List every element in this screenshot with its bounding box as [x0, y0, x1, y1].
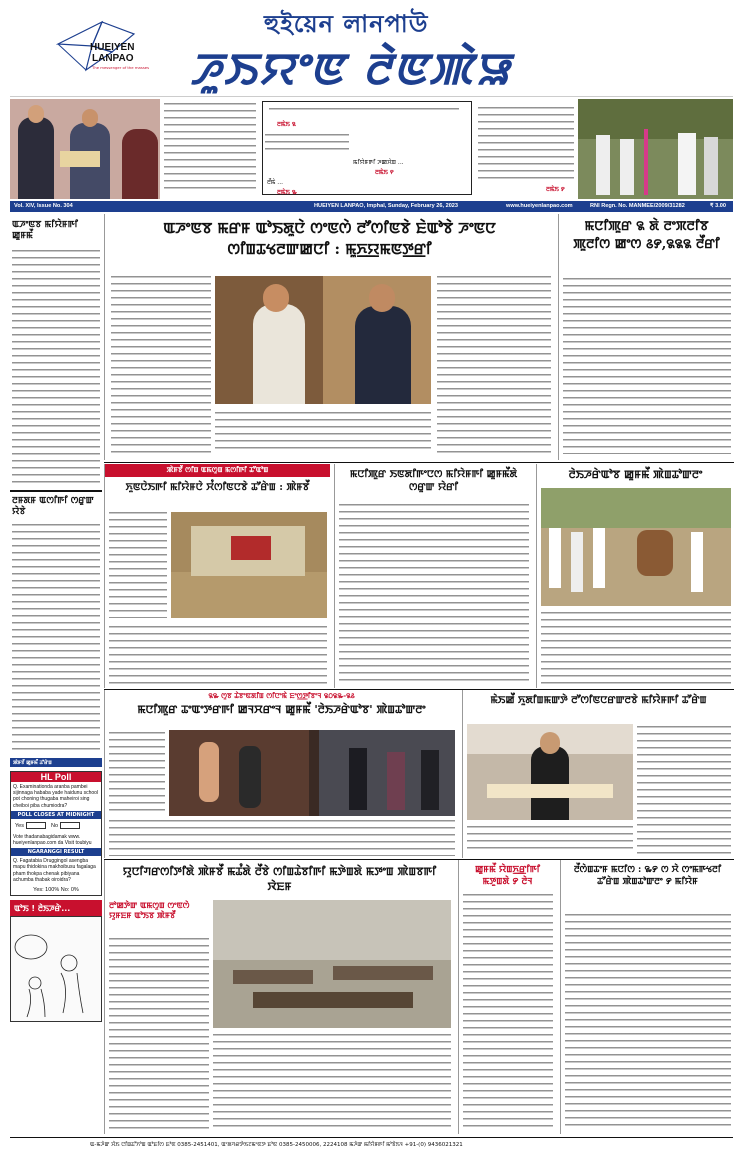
- festival-kicker: ꯲꯳ ꯁꯨꯕ ꯊꯥꯕꯦꯟꯗꯤꯡ ꯁꯤꯅꯦꯃꯥ ꯐꯦꯁ꯭ꯇꯤꯕꯦꯜ ꯲꯰꯲꯳-꯲꯴: [208, 692, 355, 700]
- logo-name-2: LANPAO: [92, 53, 134, 64]
- mid-center-story: [334, 464, 532, 688]
- poll-no-label: No: [51, 822, 59, 829]
- teaser-page-ref: ꯂꯃꯥꯏ ꯲: [277, 121, 296, 128]
- teaser-page-ref-2: ꯂꯃꯥꯏ ꯵: [375, 169, 394, 176]
- festival-headline: ꯃꯅꯤꯄꯨꯔ ꯊꯦꯑꯦꯇꯔꯒꯤ ꯀꯜꯆꯔꯦꯜ ꯀꯨꯝꯃꯩ 'ꯂꯥꯏꯍꯔꯥꯑꯣꯕ' ꯄꯥꯡꯊꯣꯛꯂꯦ: [137, 703, 426, 716]
- bottom-main-story: [104, 860, 454, 1134]
- poll-title: HL Poll: [11, 772, 101, 782]
- poll-result: Yes: 100% No: 0%: [33, 887, 79, 894]
- red-banner: ꯄꯥꯝꯕꯩ ꯀꯨꯝꯃꯩ ꯊꯧꯔꯥꯡ: [10, 758, 102, 767]
- main-story: [104, 214, 554, 460]
- poll-yes-box[interactable]: [26, 822, 46, 829]
- top-strip: [10, 96, 733, 200]
- main-photo: [215, 276, 431, 404]
- teaser-page-ref-3: ꯂꯃꯥꯏ ꯳: [277, 189, 297, 196]
- logo-tagline: The messenger of the masses: [92, 65, 150, 70]
- bottom-right-headline: ꯂꯩꯁꯥꯡꯊꯦꯝ ꯃꯅꯤꯁ : ꯳꯸ ꯁ ꯆꯥ ꯁꯦꯃꯒꯠꯂꯤ ꯊꯧꯔꯥꯡ ꯄꯥꯡꯊꯣꯛꯂꯦ ꯸ ꯃꯤꯌꯥꯝ: [573, 865, 722, 887]
- poll-result-head: NGARANGGI RESULT: [11, 848, 101, 856]
- title-meitei: ꯍꯨꯏꯌꯦꯟ ꯂꯥꯟꯄꯥꯎ: [190, 44, 512, 95]
- bottom-center-headline: ꯀꯨꯝꯃꯩ ꯌꯥꯡꯈ꯭ꯔꯤꯒꯤ ꯃꯇꯨꯡꯗꯥ ꯸ ꯂꯥꯜ: [474, 865, 541, 887]
- mid-right2-headline: ꯃꯥꯏꯀꯩ ꯈꯨꯗꯤꯡꯃꯛꯇꯥ ꯂꯧꯁꯤꯟꯅꯔꯛꯂꯕꯥ ꯃꯤꯌꯥꯝꯒꯤ ꯊꯧꯔꯥꯡ: [490, 695, 707, 706]
- bottom-center-story: [458, 860, 556, 1134]
- teaser-text: ꯃꯤꯌꯥꯝꯒꯤ ꯍꯀꯆꯥꯡ ...: [353, 159, 404, 166]
- teaser-text-3: ꯂꯩꯃꯥ ...: [267, 179, 284, 186]
- logo-name: HUEIYEN: [90, 42, 135, 53]
- mid-left-banner: ꯄꯥꯝꯕꯩ ꯁꯤꯡ ꯑꯃꯁꯨꯡ ꯃꯁꯤꯒꯤ ꯊꯧꯑꯣꯡ: [105, 464, 330, 477]
- footer-text: ꯑ-ꯃꯍꯥꯛ ꯆꯥꯏ ꯅꯤꯡꯊꯧꯈꯣꯡ ꯑꯣꯐꯤꯁ ꯐꯣꯟ 0385-2451401, ꯑꯦꯗꯚꯔꯇꯥꯏꯖꯃꯦꯟꯇ ꯐꯣꯟ 0385-2450006, 2224108 ꯃꯍꯥꯛ ꯃꯤꯌꯥꯝꯒꯤ ꯃꯣꯕꯥꯏꯜ +91-(0) 9436021321: [90, 1142, 463, 1148]
- website-link[interactable]: www.hueiyenlanpao.com: [506, 203, 573, 209]
- left-col-headline-1: ꯑꯍꯦꯟꯕ ꯃꯤꯌꯥꯝꯒꯤ ꯀꯨꯝꯃꯩ: [12, 220, 78, 241]
- dateline-text: HUEIYEN LANPAO, Imphal, Sunday, February 26, 2023: [314, 203, 459, 209]
- left-col-headline-2: ꯂꯝꯗꯝ ꯑꯁꯤꯒꯤ ꯁꯔꯨꯛ ꯌꯥꯕꯥ: [12, 496, 94, 517]
- mid-center-headline: ꯃꯅꯤꯄꯨꯔ ꯏꯟꯗꯤꯒꯦꯅꯁ ꯃꯤꯌꯥꯝꯒꯤ ꯀꯨꯝꯃꯩꯗꯥ ꯁꯔꯨꯛ ꯌꯥꯔꯤ: [349, 469, 518, 493]
- rni-number: RNI Regn. No. MANMEE/2009/31282: [590, 203, 685, 209]
- mid-right-photo: [541, 488, 731, 606]
- title-bengali: হুইয়েন লানপাউ: [264, 9, 429, 38]
- poll-question: Q. Examinationda aranba pambei sijinnaga hababa yade haidunu school pot choning thugaba maheiroi sing cheiboi piba chumiodra?: [13, 784, 99, 809]
- mid-left-headline: ꯈꯨꯟꯅꯥꯏꯒꯤ ꯃꯤꯌꯥꯝꯅꯥ ꯆꯪꯁꯤꯟꯅꯕꯥ ꯊꯧꯔꯥꯡ : ꯄꯥꯝꯕꯩ: [125, 482, 310, 493]
- teaser-page-ref-4: ꯂꯃꯥꯏ ꯸: [546, 186, 565, 193]
- bottom-main-headline: ꯌꯨꯅꯤꯚꯔꯁꯤꯇꯤꯗꯥ ꯄꯥꯝꯕꯩ ꯃꯊꯪꯗꯥ ꯂꯩꯕꯥ ꯁꯤꯡꯊꯥꯕꯤꯒꯤ ꯃꯇꯥꯡꯗꯥ ꯃꯇꯦꯡ ꯄꯥꯡꯕꯒꯤ ꯋꯥꯐꯝ: [122, 865, 437, 893]
- festival-story: [104, 690, 458, 858]
- mid-right2-photo: [467, 724, 633, 820]
- left-column: [10, 214, 102, 1134]
- poll-vote-text: Vote thadanabagidamak www. hueiyenlanpao.com da Visit toubiyu: [13, 833, 92, 847]
- mid-right2-story: [462, 690, 734, 858]
- mid-left-photo: [171, 512, 327, 618]
- festival-photo: [169, 730, 455, 816]
- bottom-right-story: [560, 860, 734, 1134]
- price: ₹ 3.00: [710, 203, 727, 209]
- right-top-story: [558, 214, 734, 460]
- poll-closes: POLL CLOSES AT MIDNIGHT: [11, 811, 101, 819]
- hl-poll: [10, 771, 102, 896]
- volume-issue: Vol. XIV, Issue No. 304: [14, 203, 73, 209]
- cartoon: [10, 916, 102, 1022]
- cartoon-headline: ꯑꯣꯏ ! ꯂꯥꯏꯍꯔꯥ...: [10, 900, 102, 916]
- mid-left-story: [104, 464, 330, 688]
- top-right-text: [478, 105, 574, 181]
- mid-right-story: [536, 464, 734, 688]
- poll-result-question: Q. Fagatabia Druggingol asengba mapu thidokina makhoibusu fagalaga pham thokpa chenak pibiyana achumba thabak oiroidra?: [13, 858, 96, 883]
- bottom-main-photo: [213, 900, 451, 1028]
- dateline-bar: [10, 201, 733, 212]
- top-left-photo: [10, 99, 160, 199]
- mid-right-headline: ꯂꯥꯏꯍꯔꯥꯑꯣꯕ ꯀꯨꯝꯃꯩ ꯄꯥꯡꯊꯣꯛꯂꯦ: [568, 468, 703, 481]
- masthead: [0, 0, 743, 96]
- top-right-photo: [578, 99, 733, 199]
- footer-bar: [10, 1137, 733, 1148]
- main-headline: ꯑꯍꯦꯟꯕ ꯃꯔꯝ ꯑꯣꯏꯗꯨꯅꯥ ꯁꯦꯟꯁꯥ ꯂꯧꯁꯤꯟꯕꯥ ꯐꯥꯑꯣꯕꯥ ꯍꯦꯟꯅ ꯁꯤꯡꯊꯠꯂꯛꯀꯅꯤ : ꯃꯨꯈ꯭ꯌꯃꯟꯇ꯭ꯔꯤ: [163, 219, 496, 258]
- right-top-headline: ꯃꯅꯤꯄꯨꯔ ꯲ ꯗꯥ ꯂꯦꯞꯂꯤꯕ ꯄꯨꯂꯤꯁ ꯀꯦꯁ ꯴꯸,꯲꯲꯲ ꯂꯩꯔꯤ: [573, 219, 720, 252]
- poll-yes-label: Yes: [15, 822, 24, 829]
- top-left-text: [164, 101, 256, 193]
- poll-no-box[interactable]: [60, 822, 80, 829]
- bottom-sub-headline: ꯂꯣꯀꯇꯥꯛ ꯑꯃꯁꯨꯡ ꯁꯦꯟꯁꯥ ꯌꯨꯝꯐꯝ ꯑꯣꯏꯕ ꯄꯥꯝꯕꯩ: [109, 900, 190, 920]
- top-center-teasers: [262, 101, 472, 195]
